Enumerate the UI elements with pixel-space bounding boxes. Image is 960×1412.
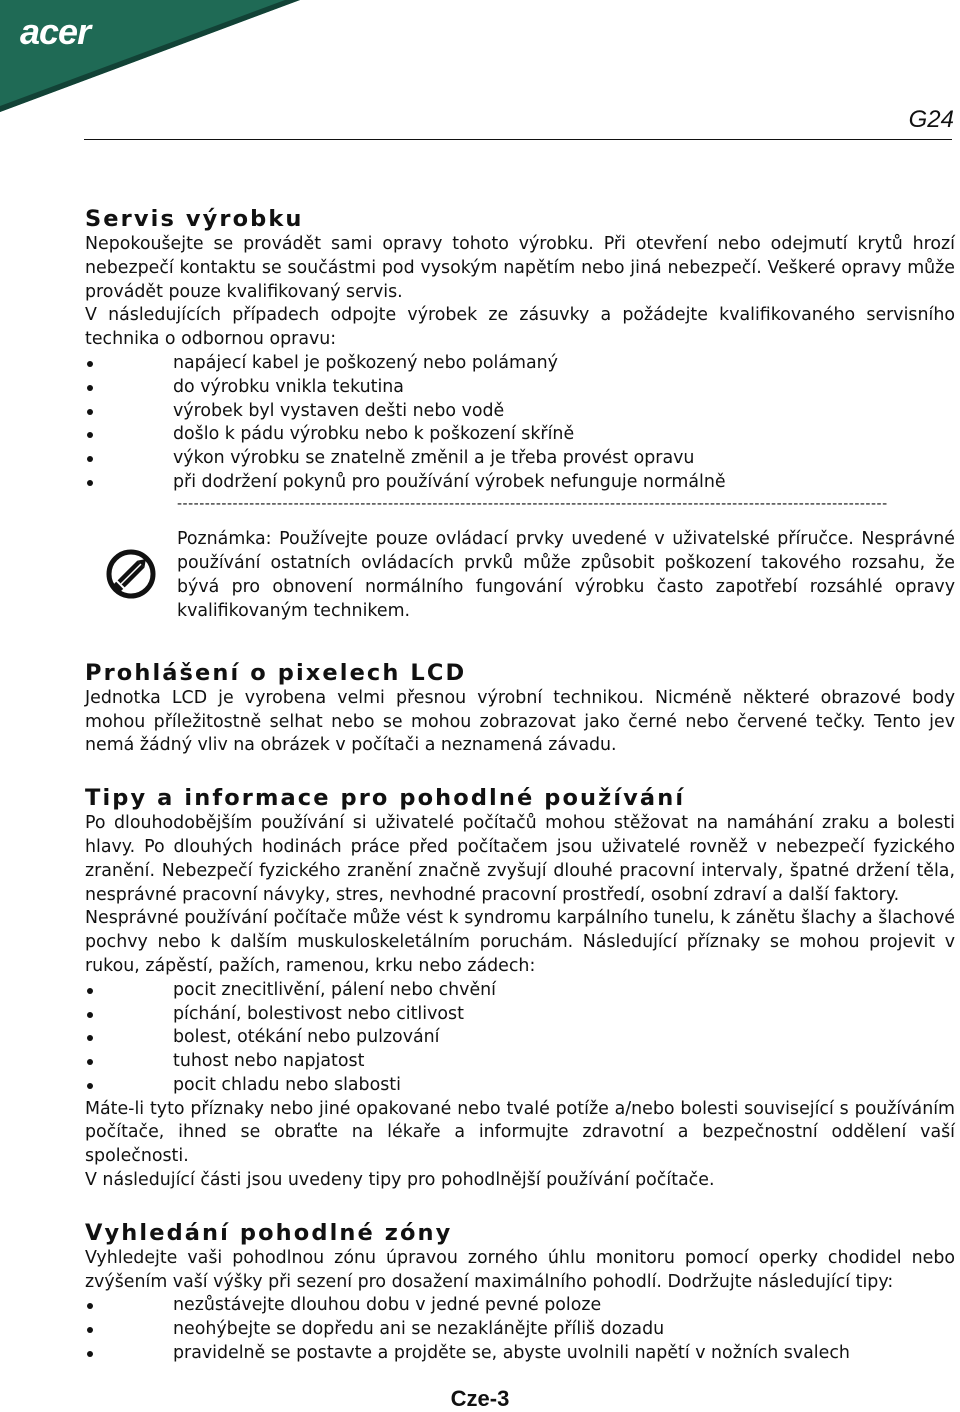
list-item: pocit znecitlivění, pálení nebo chvění bbox=[85, 979, 955, 1003]
note-box bbox=[85, 528, 955, 623]
lcd-section bbox=[85, 659, 955, 758]
note-pencil-icon bbox=[105, 548, 157, 600]
page-number: Cze-3 bbox=[450, 1386, 510, 1411]
service-bullet-list bbox=[85, 352, 955, 495]
service-paragraph-1: Nepokoušejte se provádět sami opravy tohoto výrobku. Při otevření nebo odejmutí krytů hrozí nebezpečí kontaktu se součástmi pod vysokým napětím nebo jiná nebezpečí. Veškeré opravy může provádět pouze kvalifikovaný servis. bbox=[85, 234, 955, 302]
lcd-heading: Prohlášení o pixelech LCD bbox=[85, 659, 467, 686]
zone-section bbox=[85, 1219, 955, 1366]
tips-section bbox=[85, 784, 955, 1193]
list-item: tuhost nebo napjatost bbox=[85, 1050, 955, 1074]
list-item: pocit chladu nebo slabosti bbox=[85, 1074, 955, 1098]
tips-heading: Tipy a informace pro pohodlné používání bbox=[85, 785, 686, 812]
list-item: při dodržení pokynů pro používání výrobek nefunguje normálně bbox=[85, 471, 955, 495]
list-item: došlo k pádu výrobku nebo k poškození skříně bbox=[85, 423, 955, 447]
list-item: bolest, otékání nebo pulzování bbox=[85, 1026, 955, 1050]
service-section bbox=[85, 205, 955, 623]
acer-logo-banner bbox=[0, 0, 300, 112]
acer-logo: acer bbox=[20, 11, 91, 52]
tips-paragraph-1: Po dlouhodobějším používání si uživatelé počítačů mohou stěžovat na namáhání zraku a bolesti hlavy. Po dlouhých hodinách práce před počítačem jsou uživatelé rovněž v nebezpečí fyzického zranění. Nebezpečí fyzického zranění značně zvyšují dlouhé pracovní intervaly, špatné držení těla, nesprávné pracovní návyky, stres, nevhodné pracovní prostředí, osobní zdraví a další faktory. bbox=[85, 813, 955, 905]
service-paragraph-2: V následujících případech odpojte výrobek ze zásuvky a požádejte kvalifikovaného servisního technika o odbornou opravu: bbox=[85, 305, 955, 350]
tips-paragraph-2: Nesprávné používání počítače může vést k syndromu karpálního tunelu, k zánětu šlachy a šlachové pochvy nebo k dalším muskuloskeletálním poruchám. Následující příznaky se mohou projevit v rukou, zápěstí, pažích, ramenou, krku nebo zádech: bbox=[85, 908, 955, 976]
model-name: G24 bbox=[908, 106, 954, 133]
dashed-divider: -------------------------------------------------------------------------------------------------------------------------------- bbox=[177, 496, 888, 511]
zone-paragraph: Vyhledejte vaši pohodlnou zónu úpravou zorného úhlu monitoru pomocí operky chodidel nebo zvýšením vaší výšky při sezení pro dosažení maximálního pohodlí. Dodržujte následující tipy: bbox=[85, 1247, 955, 1292]
service-heading: Servis výrobku bbox=[85, 206, 304, 232]
lcd-paragraph: Jednotka LCD je vyrobena velmi přesnou výrobní technikou. Nicméně některé obrazové body mohou příležitostně selhat nebo se mohou zobrazovat jako černé nebo červené tečky. Tento jev nemá žádný vliv na obrázek v počítači a neznamená závadu. bbox=[85, 687, 955, 756]
zone-bullet-list bbox=[85, 1294, 955, 1365]
list-item: nezůstávejte dlouhou dobu v jedné pevné poloze bbox=[85, 1294, 955, 1318]
page-content bbox=[85, 205, 955, 1366]
list-item: píchání, bolestivost nebo citlivost bbox=[85, 1003, 955, 1027]
tips-paragraph-3: Máte-li tyto příznaky nebo jiné opakované nebo tvalé potíže a/nebo bolesti související s používáním počítače, ihned se obraťte na lékaře a informujte zdravotní a bezpečnostní oddělení vaší společnosti. bbox=[85, 1098, 955, 1167]
list-item: do výrobku vnikla tekutina bbox=[85, 376, 955, 400]
list-item: pravidelně se postavte a projděte se, abyste uvolnili napětí v nožních svalech bbox=[85, 1342, 955, 1366]
list-item: výkon výrobku se znatelně změnil a je třeba provést opravu bbox=[85, 447, 955, 471]
list-item: neohýbejte se dopředu ani se nezaklánějte příliš dozadu bbox=[85, 1318, 955, 1342]
list-item: napájecí kabel je poškozený nebo polámaný bbox=[85, 352, 955, 376]
tips-bullet-list bbox=[85, 979, 955, 1098]
header-rule bbox=[84, 139, 952, 140]
note-text: Poznámka: Používejte pouze ovládací prvky uvedené v uživatelské příručce. Nesprávné používání ostatních ovládacích prvků může způsobit poškození takového rozsahu, že bývá pro obnovení normálního fungování výrobku často zapotřebí rozsáhlé opravy kvalifikovaným technikem. bbox=[177, 529, 955, 621]
tips-paragraph-4: V následující části jsou uvedeny tipy pro pohodlnější používání počítače. bbox=[85, 1170, 715, 1191]
zone-heading: Vyhledání pohodlné zóny bbox=[85, 1219, 453, 1246]
list-item: výrobek byl vystaven dešti nebo vodě bbox=[85, 400, 955, 424]
